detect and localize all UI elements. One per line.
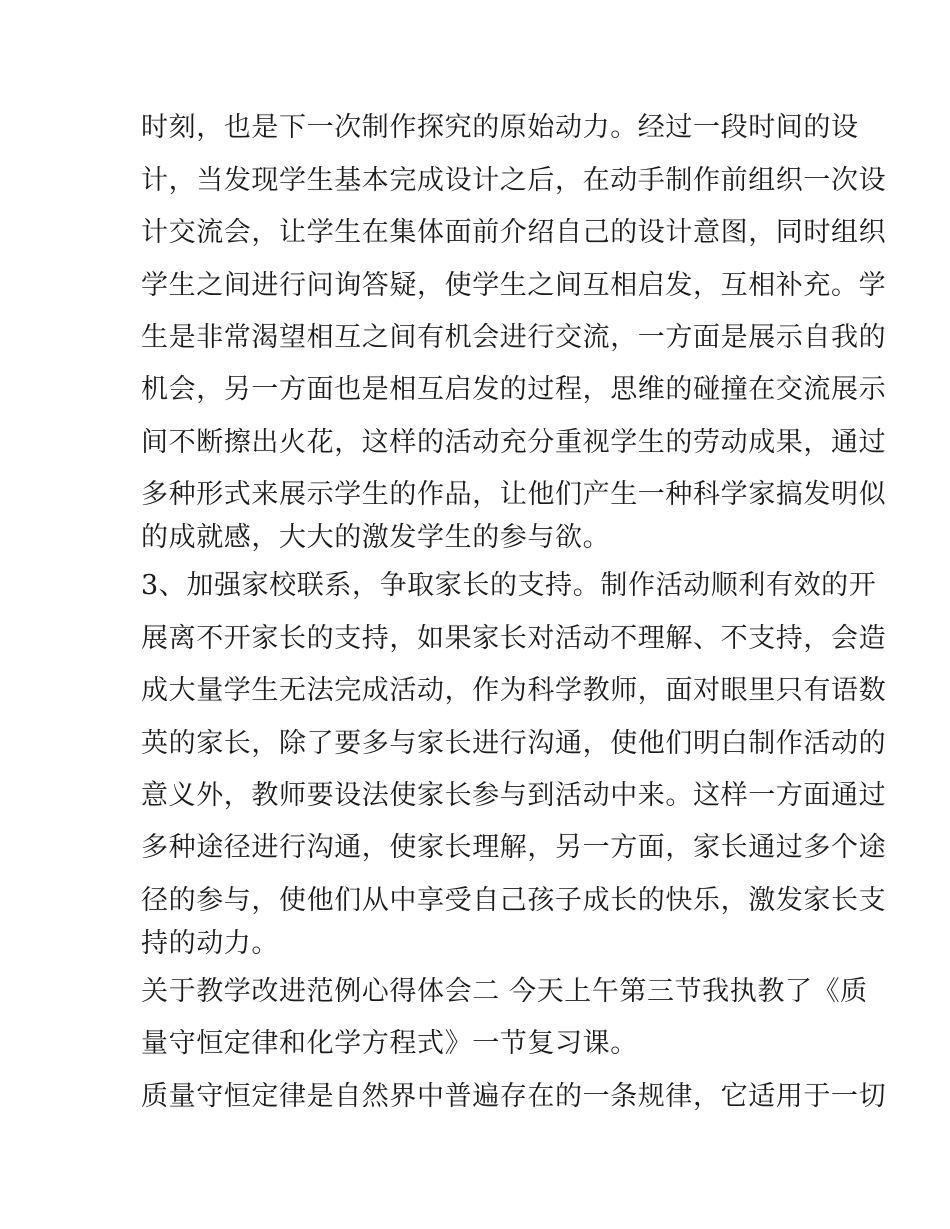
text-line: 间不断擦出火花，这样的活动充分重视学生的劳动成果，通过 xyxy=(141,427,887,458)
text-line: 关于教学改进范例心得体会二 今天上午第三节我执教了《质 xyxy=(141,976,868,1007)
text-line: 持的动力。 xyxy=(141,928,279,959)
text-line: 英的家长，除了要多与家长进行沟通，使他们明白制作活动的 xyxy=(141,728,887,759)
text-line: 意义外，教师要设法使家长参与到活动中来。这样一方面通过 xyxy=(141,780,887,811)
text-line: 成大量学生无法完成活动，作为科学教师，面对眼里只有语数 xyxy=(141,675,887,706)
text-line: 机会，另一方面也是相互启发的过程，思维的碰撞在交流展示 xyxy=(141,374,887,405)
text-line: 多种途径进行沟通，使家长理解，另一方面，家长通过多个途 xyxy=(141,832,887,863)
text-line: 量守恒定律和化学方程式》一节复习课。 xyxy=(141,1028,638,1059)
text-line: 生是非常渴望相互之间有机会进行交流，一方面是展示自我的 xyxy=(141,322,887,353)
text-line: 学生之间进行问询答疑，使学生之间互相启发，互相补充。学 xyxy=(141,270,887,301)
text-line: 3、加强家校联系，争取家长的支持。制作活动顺利有效的开 xyxy=(141,570,877,601)
text-line: 时刻，也是下一次制作探究的原始动力。经过一段时间的设 xyxy=(141,112,859,143)
text-line: 径的参与，使他们从中享受自己孩子成长的快乐，激发家长支 xyxy=(141,885,887,916)
text-line: 多种形式来展示学生的作品，让他们产生一种科学家搞发明似 xyxy=(141,479,887,510)
text-line: 计，当发现学生基本完成设计之后，在动手制作前组织一次设 xyxy=(141,165,887,196)
text-line: 质量守恒定律是自然界中普遍存在的一条规律，它适用于一切 xyxy=(141,1081,887,1112)
text-line: 计交流会，让学生在集体面前介绍自己的设计意图，同时组织 xyxy=(141,217,887,248)
text-line: 的成就感，大大的激发学生的参与欲。 xyxy=(141,522,611,553)
text-line: 展离不开家长的支持，如果家长对活动不理解、不支持，会造 xyxy=(141,623,887,654)
